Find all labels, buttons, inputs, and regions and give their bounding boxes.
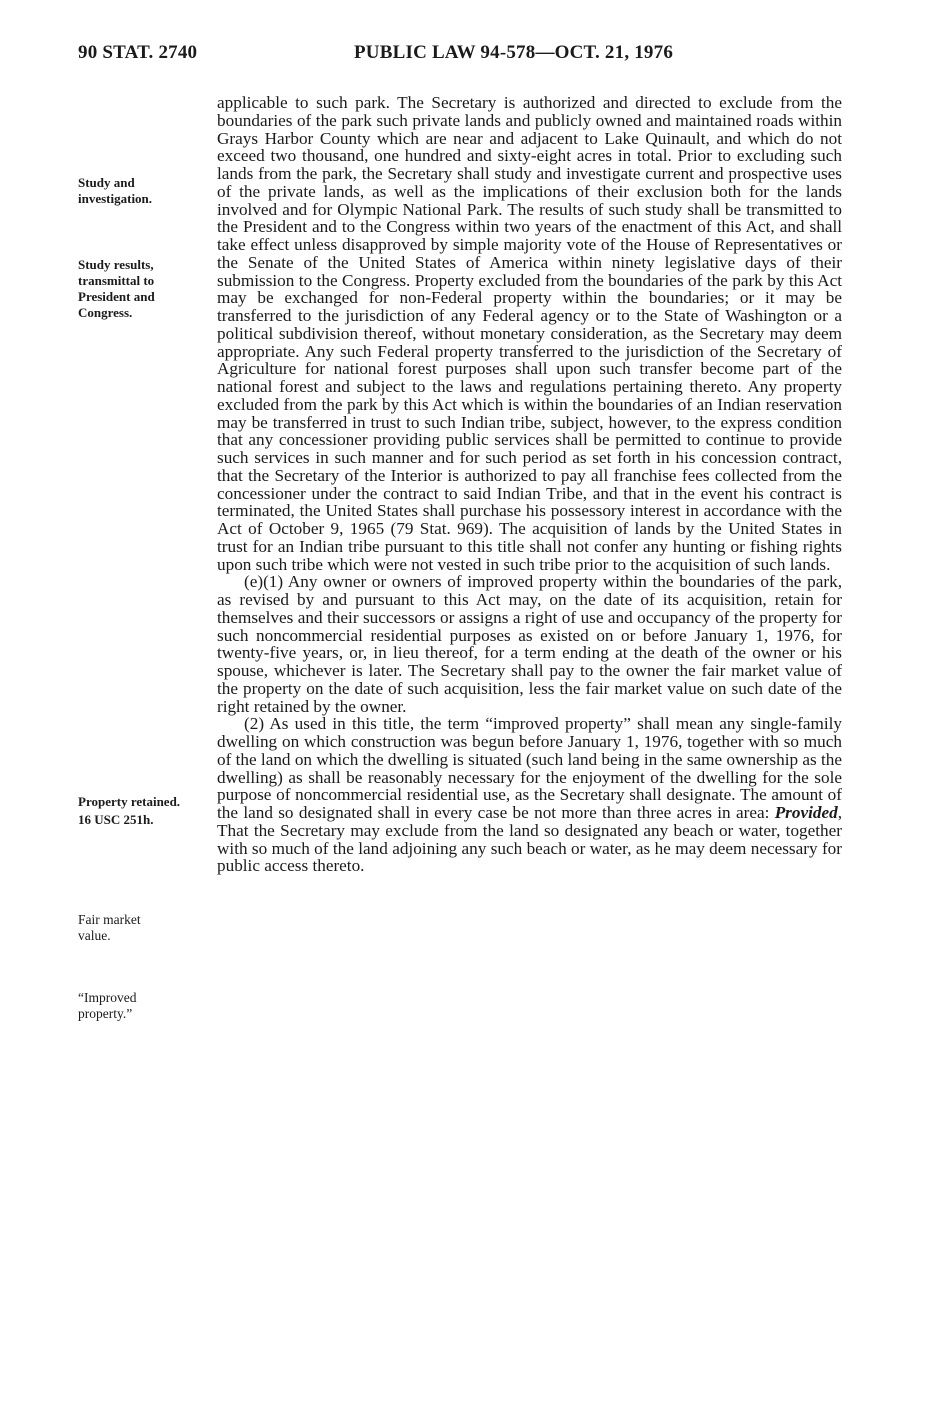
margin-note-property-retained: Property retained. (78, 794, 181, 809)
paragraph-e1-property-retained: (e)(1) Any owner or owners of improved property within the boundaries of the park, as revised by and pursuant to this Act may, on the date of its acquisition, retain for themselves and their successors or assigns a right of use and occupancy of the property for such noncommercial residential purposes as existed on or before January 1, 1976, for twenty-five years, or, in lieu thereof, for a term ending at the death of the owner or his spouse, whichever is later. The Secretary shall pay to the owner the fair market value of the property on the date of such acquisition, less the fair market value on such date of the right retained by the owner. (217, 572, 842, 716)
paragraph-park-boundaries: applicable to such park. The Secretary is authorized and directed to exclude from the boundaries of the park such private lands and publicly owned and maintained roads within Grays Harbor County which are near and adjacent to Lake Quinault, and which do not exceed two thousand, one hundred and sixty-eight acres in total. Prior to excluding such lands from the park, the Secretary shall study and investigate current and prospective uses of the private lands, as well as the implications of their exclusion both for the lands involved and for Olympic National Park. The results of such study shall be transmitted to the President and to the Congress within two years of the enactment of this Act, and shall take effect unless disapproved by simple majority vote of the House of Representatives or the Senate of the United States of America within ninety legislative days of their submission to the Congress. Property excluded from the boundaries of the park by this Act may be exchanged for non-Federal property within the boundaries; or it may be transferred to the jurisdiction of any Federal agency or to the State of Washington or a political subdivision thereof, without monetary consideration, as the Secretary may deem appropriate. Any such Federal property transferred to the jurisdiction of the Secretary of Agriculture for national forest purposes shall upon such transfer become part of the national forest and subject to the laws and regulations pertaining thereto. Any property excluded from the park by this Act which is within the boundaries of an Indian reservation may be transferred in trust to such Indian tribe, subject, however, to the express condition that any concessioner providing public services shall be permitted to continue to provide such services in such manner and for such period as set forth in his concession contract, that the Secretary of the Interior is authorized to pay all franchise fees collected from the concessioner under the contract to said Indian Tribe, and that in the event his contract is terminated, the United States shall purchase his possessory interest in accordance with the Act of October 9, 1965 (79 Stat. 969). The acquisition of lands by the United States in trust for an Indian tribe pursuant to this title shall not confer any hunting or fishing rights upon such tribe which were not vested in such tribe prior to the acquisition of such lands. (217, 93, 842, 574)
proviso-text: , That the Secretary may exclude from the land so designated any beach or water, together with so much of the land adjoining any such beach or water, as he may deem necessary for public access thereto. (217, 803, 842, 876)
margin-note-usc-citation: 16 USC 251h. (78, 812, 154, 827)
definition-text: (2) As used in this title, the term “improved property” shall mean any single-family dwelling on which construction was begun before January 1, 1976, together with so much of the land on which the dwelling is situated (such land being in the same ownership as the dwelling) as shall be reasonably necessary for the enjoyment of the dwelling for the sole purpose of noncommercial residential use, as the Secretary shall designate. The amount of the land so designated shall in every case be not more than three acres in area: (217, 714, 842, 822)
public-law-title: PUBLIC LAW 94-578—OCT. 21, 1976 (354, 42, 674, 63)
proviso-term: Provided (774, 803, 838, 822)
margin-note-improved-property: “Improved property.” (78, 990, 137, 1021)
statute-page-reference: 90 STAT. 2740 (78, 42, 198, 63)
margin-note-fair-market-value: Fair market value. (78, 912, 141, 943)
margin-note-study: Study and investigation. (78, 175, 153, 206)
statute-body (217, 94, 842, 875)
margin-note-study-results: Study results, transmittal to President and Congress. (78, 257, 155, 320)
page-header (78, 42, 848, 70)
paragraph-e2-improved-property (217, 715, 842, 875)
